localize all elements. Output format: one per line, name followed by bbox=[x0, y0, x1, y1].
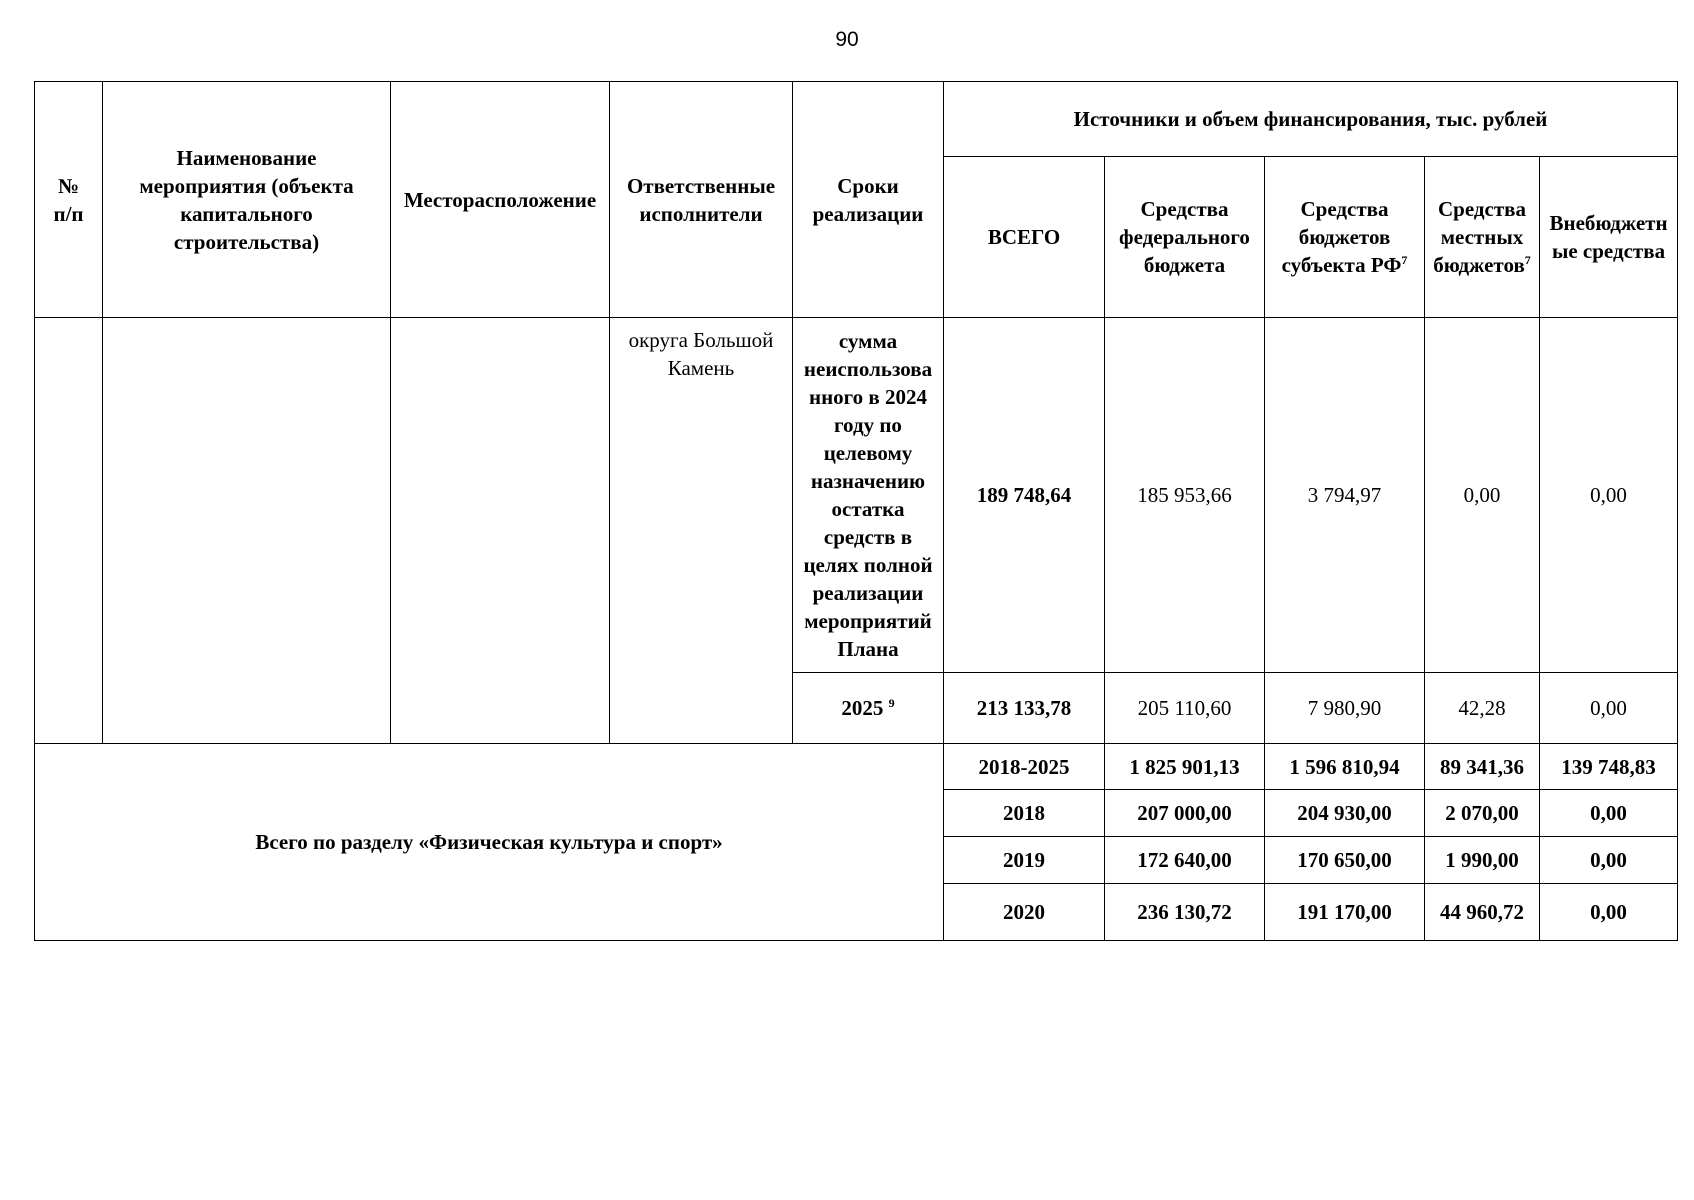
header-total: ВСЕГО bbox=[944, 157, 1105, 318]
page-number: 90 bbox=[835, 28, 859, 51]
cell-federal: 191 170,00 bbox=[1265, 884, 1425, 941]
cell-total: 213 133,78 bbox=[944, 673, 1105, 744]
header-funding-group: Источники и объем финансирования, тыс. рублей bbox=[944, 82, 1678, 157]
cell-local: 0,00 bbox=[1425, 318, 1540, 673]
cell-federal: 204 930,00 bbox=[1265, 790, 1425, 837]
cell-responsible: округа Большой Камень bbox=[610, 318, 793, 744]
cell-term: 2020 bbox=[944, 884, 1105, 941]
header-extrabudget: Внебюджетн ые средства bbox=[1540, 157, 1678, 318]
cell-local: 0,00 bbox=[1540, 884, 1678, 941]
header-location: Месторасположение bbox=[391, 82, 610, 318]
cell-total: 207 000,00 bbox=[1105, 790, 1265, 837]
cell-local: 0,00 bbox=[1540, 790, 1678, 837]
header-local: Средства местных бюджетов$^7$ bbox=[1425, 157, 1540, 318]
cell-federal: 185 953,66 bbox=[1105, 318, 1265, 673]
section-total-label: Всего по разделу «Физическая культура и спорт» bbox=[35, 744, 944, 941]
cell-total: 189 748,64 bbox=[944, 318, 1105, 673]
cell-federal: 170 650,00 bbox=[1265, 837, 1425, 884]
cell-federal: 205 110,60 bbox=[1105, 673, 1265, 744]
header-row-1 bbox=[35, 82, 1678, 157]
cell-total: 172 640,00 bbox=[1105, 837, 1265, 884]
header-federal: Средства федерального бюджета bbox=[1105, 157, 1265, 318]
total-row bbox=[35, 744, 1678, 790]
header-subject: Средства бюджетов субъекта $РФ^7$ bbox=[1265, 157, 1425, 318]
cell-total: 236 130,72 bbox=[1105, 884, 1265, 941]
cell-subject: 7 980,90 bbox=[1265, 673, 1425, 744]
cell-term: сумма неиспользова нного в 2024 году по целевому назначению остатка средств в целях полной реализации мероприятий Плана bbox=[793, 318, 944, 673]
header-responsible: Ответственные исполнители bbox=[610, 82, 793, 318]
financing-table bbox=[34, 81, 1678, 941]
cell-term: 2018 bbox=[944, 790, 1105, 837]
cell-num bbox=[35, 318, 103, 744]
cell-term: 2025 $^9$ bbox=[793, 673, 944, 744]
header-name: Наименование мероприятия (объекта капитального строительства) bbox=[103, 82, 391, 318]
cell-subject: 1 990,00 bbox=[1425, 837, 1540, 884]
cell-subject: 89 341,36 bbox=[1425, 744, 1540, 790]
cell-federal: 1 596 810,94 bbox=[1265, 744, 1425, 790]
cell-local: 42,28 bbox=[1425, 673, 1540, 744]
cell-extra: 0,00 bbox=[1540, 318, 1678, 673]
header-num: № п/п bbox=[35, 82, 103, 318]
cell-local: 0,00 bbox=[1540, 837, 1678, 884]
cell-extra: 0,00 bbox=[1540, 673, 1678, 744]
cell-local: 139 748,83 bbox=[1540, 744, 1678, 790]
table-row bbox=[35, 318, 1678, 673]
cell-term: 2019 bbox=[944, 837, 1105, 884]
cell-subject: 3 794,97 bbox=[1265, 318, 1425, 673]
cell-subject: 44 960,72 bbox=[1425, 884, 1540, 941]
cell-location bbox=[391, 318, 610, 744]
cell-term: 2018-2025 bbox=[944, 744, 1105, 790]
cell-subject: 2 070,00 bbox=[1425, 790, 1540, 837]
cell-name bbox=[103, 318, 391, 744]
header-terms: Сроки реализации bbox=[793, 82, 944, 318]
cell-total: 1 825 901,13 bbox=[1105, 744, 1265, 790]
